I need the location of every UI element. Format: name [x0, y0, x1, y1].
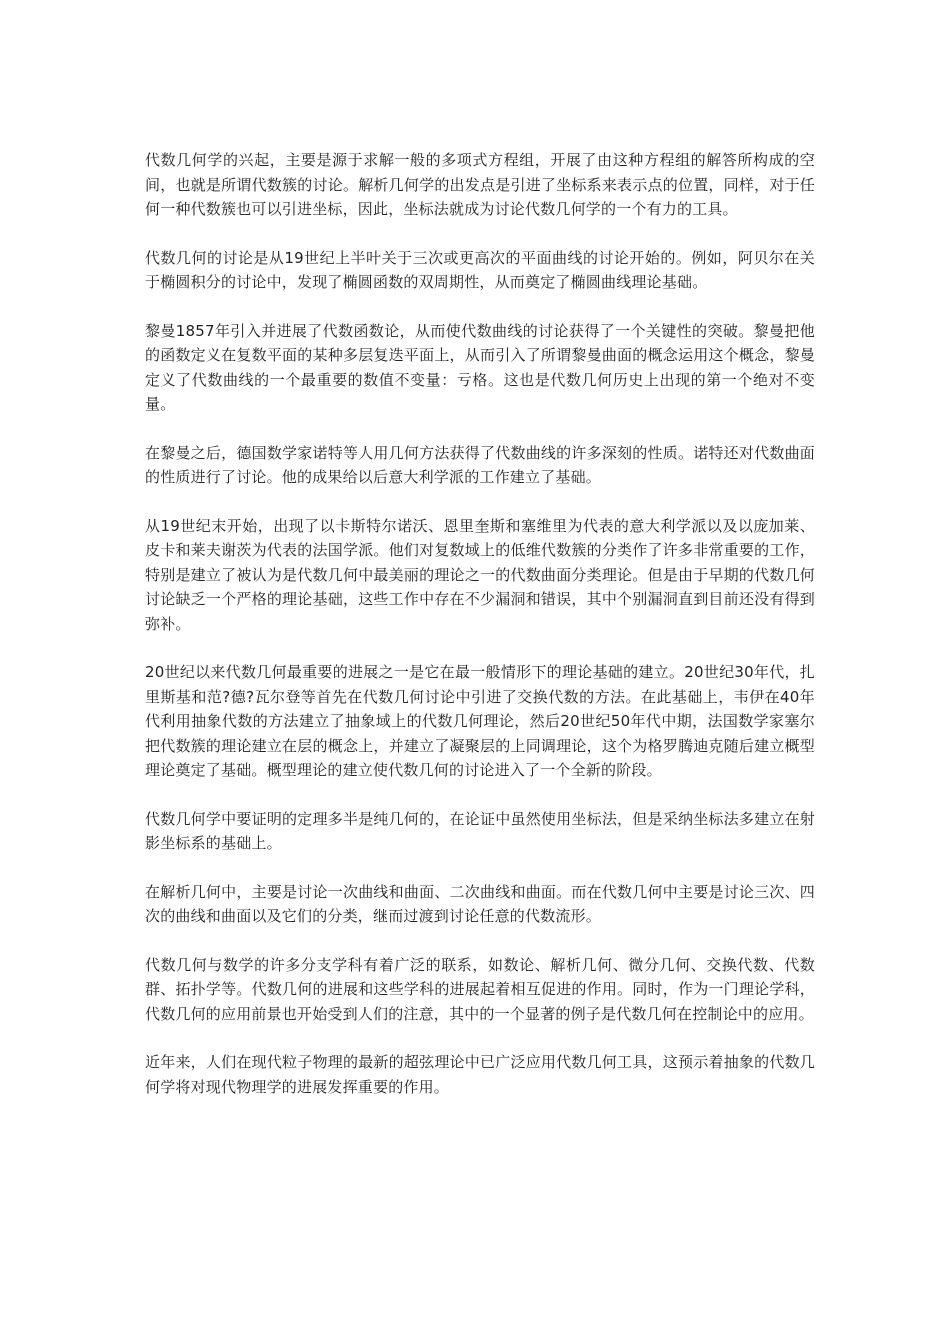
paragraph-10: 近年来，人们在现代粒子物理的最新的超弦理论中已广泛应用代数几何工具，这预示着抽象的代数几何学将对现代物理学的进展发挥重要的作用。 [145, 1053, 815, 1096]
paragraph-9: 代数几何与数学的许多分支学科有着广泛的联系，如数论、解析几何、微分几何、交换代数、代数群、拓扑学等。代数几何的进展和这些学科的进展起着相互促进的作用。同时，作为一门理论学科，代数几何的应用前景也开始受到人们的注意，其中的一个显著的例子是代数几何在控制论中的应用。 [145, 955, 815, 1023]
paragraph-1: 代数几何学的兴起，主要是源于求解一般的多项式方程组，开展了由这种方程组的解答所构成的空间，也就是所谓代数簇的讨论。解析几何学的出发点是引进了坐标系来表示点的位置，同样，对于任何一种代数簇也可以引进坐标，因此，坐标法就成为讨论代数几何学的一个有力的工具。 [145, 151, 815, 218]
document-body [145, 148, 815, 1123]
paragraph-8: 在解析几何中，主要是讨论一次曲线和曲面、二次曲线和曲面。而在代数几何中主要是讨论三次、四次的曲线和曲面以及它们的分类，继而过渡到讨论任意的代数流形。 [145, 882, 815, 925]
paragraph-4: 在黎曼之后，德国数学家诺特等人用几何方法获得了代数曲线的许多深刻的性质。诺特还对代数曲面的性质进行了讨论。他的成果给以后意大利学派的工作建立了基础。 [145, 443, 815, 486]
paragraph-3: 黎曼1857年引入并进展了代数函数论，从而使代数曲线的讨论获得了一个关键性的突破。黎曼把他的函数定义在复数平面的某种多层复迭平面上，从而引入了所谓黎曼曲面的概念运用这个概念，黎曼定义了代数曲线的一个最重要的数值不变量：亏格。这也是代数几何历史上出现的第一个绝对不变量。 [145, 321, 815, 413]
paragraph-6: 20世纪以来代数几何最重要的进展之一是它在最一般情形下的理论基础的建立。20世纪30年代，扎里斯基和范?德?瓦尔登等首先在代数几何讨论中引进了交换代数的方法。在此基础上，韦伊在40年代利用抽象代数的方法建立了抽象域上的代数几何理论，然后20世纪50年代中期，法国数学家塞尔把代数簇的理论建立在层的概念上，并建立了凝聚层的上同调理论，这个为格罗腾迪克随后建立概型理论奠定了基础。概型理论的建立使代数几何的讨论进入了一个全新的阶段。 [145, 663, 815, 779]
paragraph-7: 代数几何学中要证明的定理多半是纯几何的，在论证中虽然使用坐标法，但是采纳坐标法多建立在射影坐标系的基础上。 [145, 809, 815, 852]
paragraph-5: 从19世纪末开始，出现了以卡斯特尔诺沃、恩里奎斯和塞维里为代表的意大利学派以及以庞加莱、皮卡和莱夫谢茨为代表的法国学派。他们对复数域上的低维代数簇的分类作了许多非常重要的工作，特别是建立了被认为是代数几何中最美丽的理论之一的代数曲面分类理论。但是由于早期的代数几何讨论缺乏一个严格的理论基础，这些工作中存在不少漏洞和错误，其中个别漏洞直到目前还没有得到弥补。 [145, 516, 815, 633]
paragraph-2: 代数几何的讨论是从19世纪上半叶关于三次或更高次的平面曲线的讨论开始的。例如，阿贝尔在关于椭圆积分的讨论中，发现了椭圆函数的双周期性，从而奠定了椭圆曲线理论基础。 [145, 248, 815, 291]
